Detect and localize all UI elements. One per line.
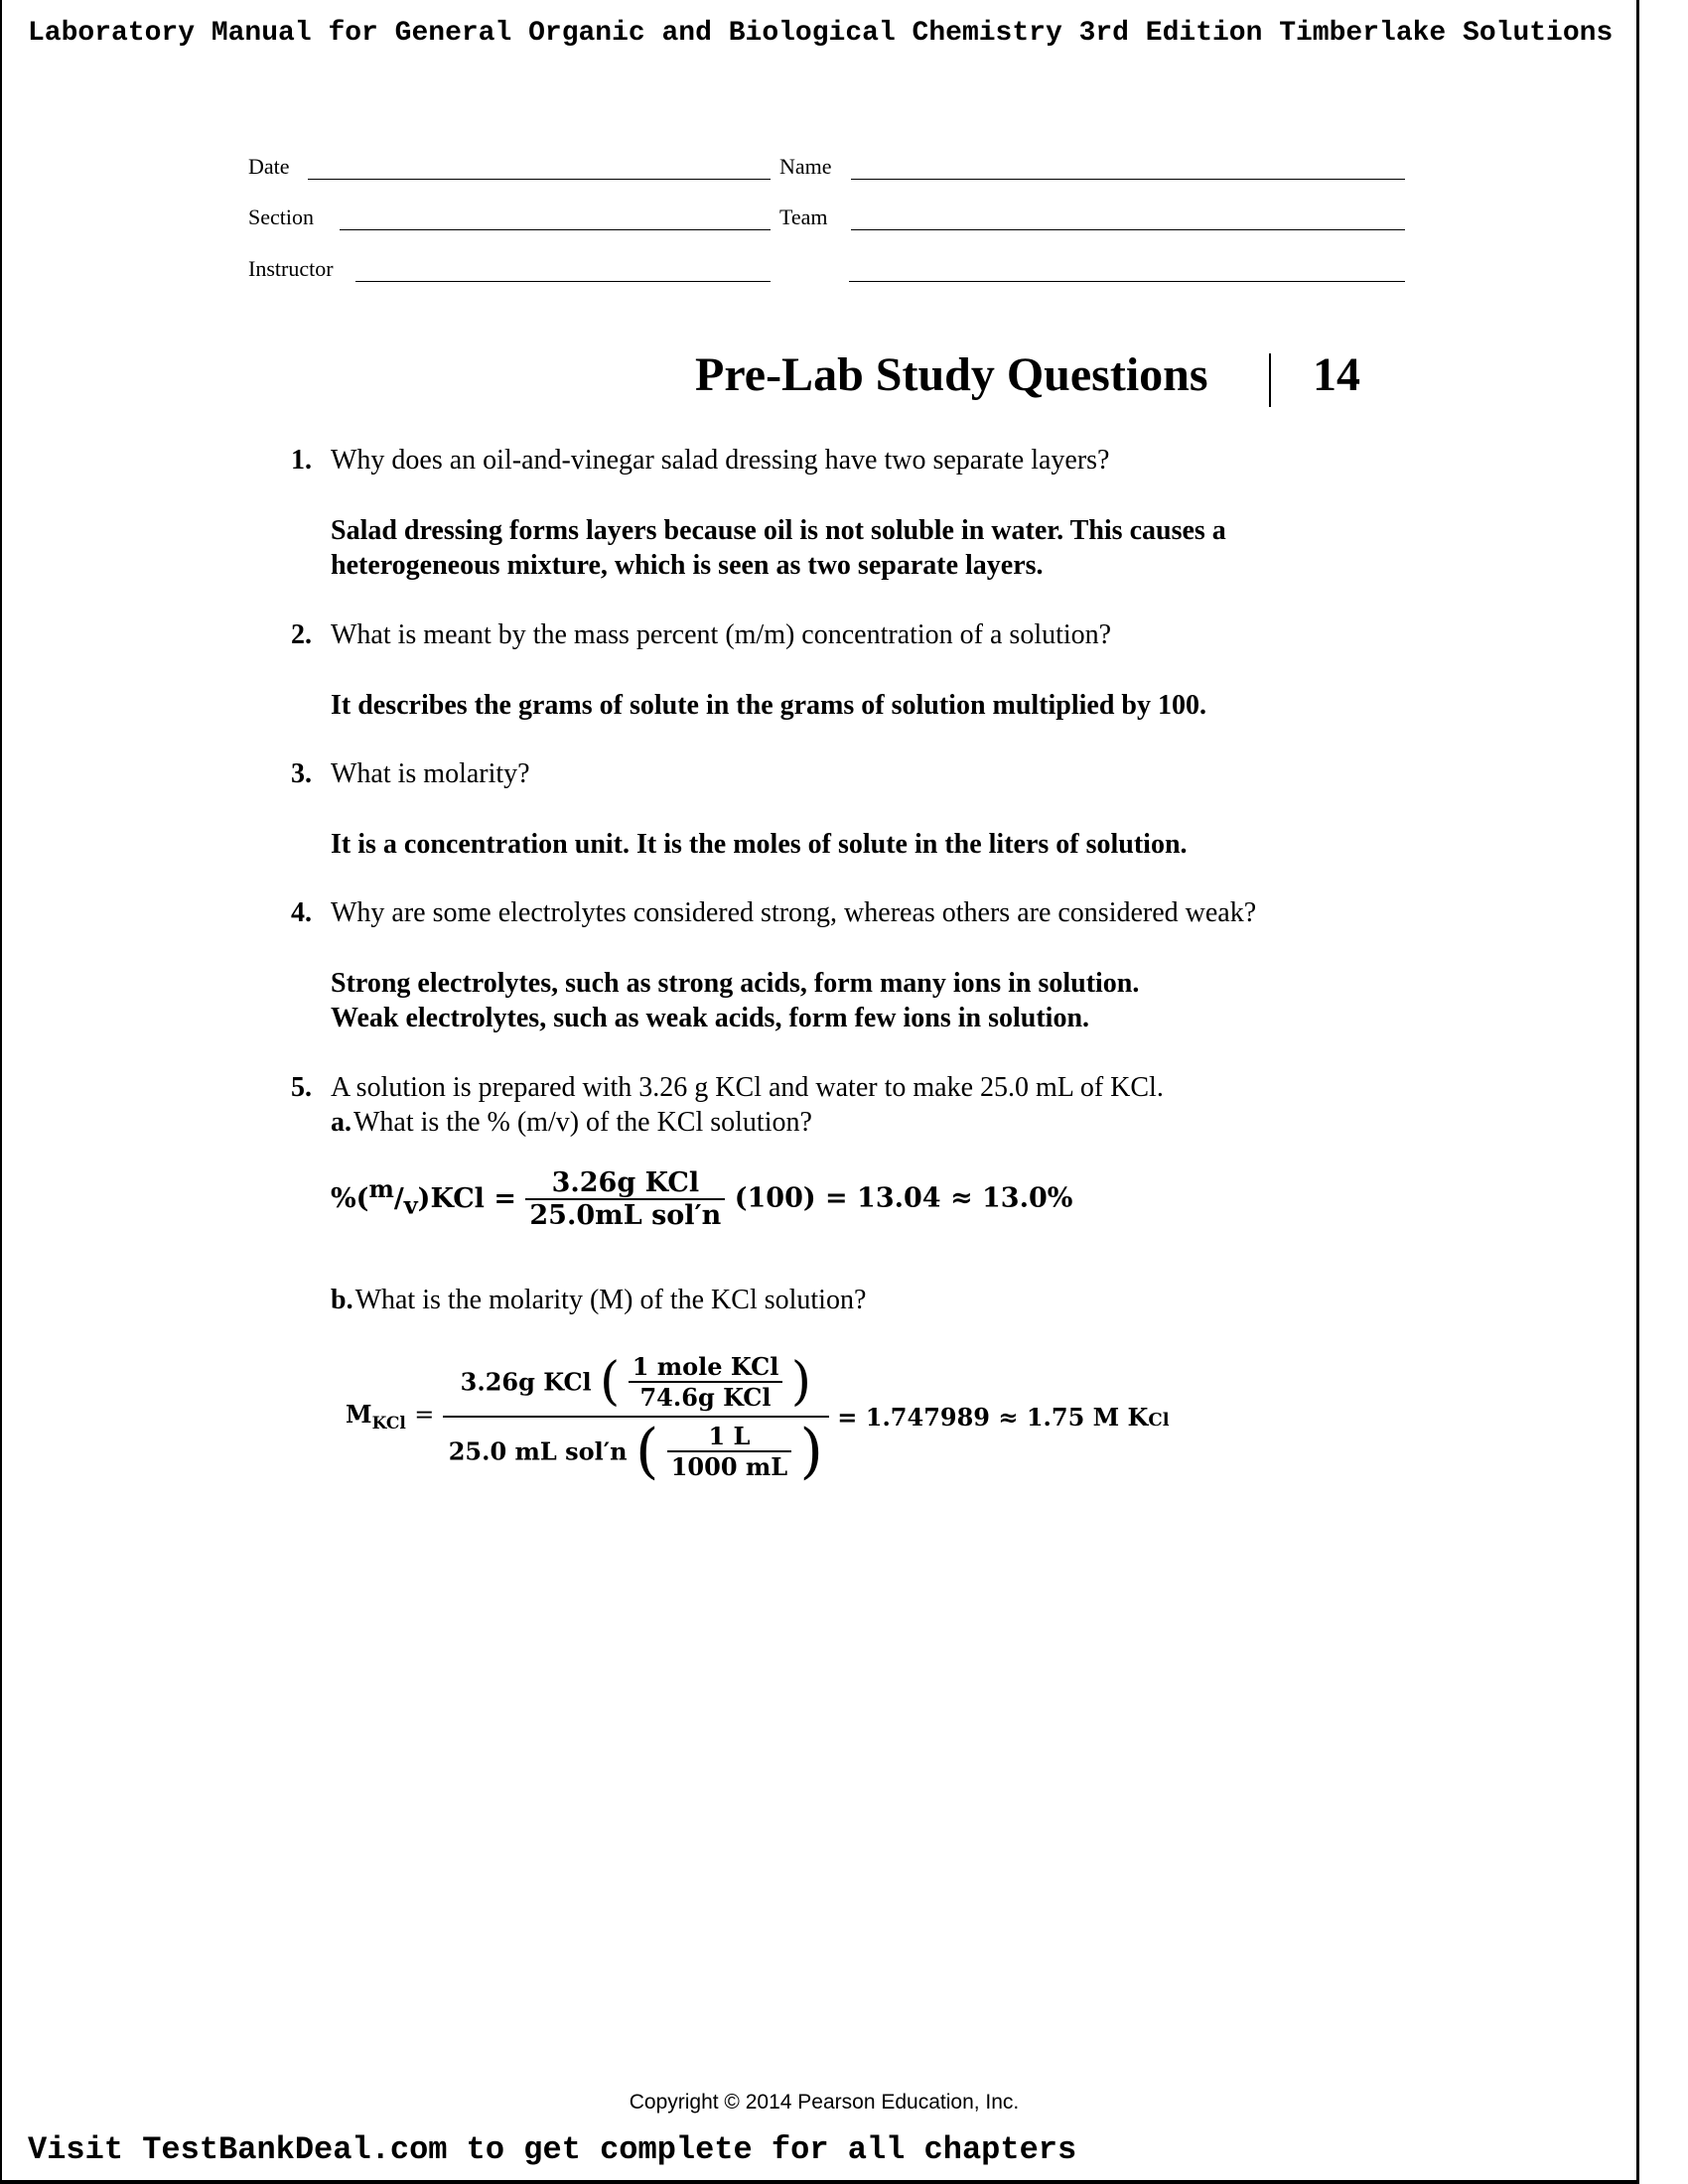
name-field[interactable] [779, 154, 1405, 184]
question-text: Why does an oil-and-vinegar salad dressing have two separate layers? [331, 445, 1110, 476]
eq-a-fraction [525, 1167, 725, 1231]
eq-b-main-fraction [443, 1352, 829, 1486]
equation-percent-mv [331, 1167, 1072, 1231]
part-letter: b. [331, 1285, 353, 1315]
page-border-right [1636, 0, 1639, 2184]
page-heading [695, 347, 1360, 407]
instructor-label: Instructor [248, 256, 334, 281]
question-number: 4. [291, 897, 312, 928]
question-text: Why are some electrolytes considered strong, whereas others are considered weak? [331, 897, 1257, 928]
chapter-number: 14 [1313, 348, 1360, 401]
question-text: A solution is prepared with 3.26 g KCl and water to make 25.0 mL of KCl. [331, 1072, 1164, 1103]
question-number: 2. [291, 619, 312, 650]
team-line[interactable] [851, 229, 1405, 230]
answer-4-line-2: Weak electrolytes, such as weak acids, form few ions in solution. [331, 1003, 1090, 1033]
question-2 [291, 617, 1111, 653]
eq-b-den-conversion: $\frac{1 L}{1000 mL}$ [667, 1422, 791, 1481]
date-line[interactable] [308, 179, 771, 180]
question-number: 1. [291, 445, 312, 476]
eq-a-result: (100) = 13.04 ≈ 13.0% [734, 1182, 1073, 1214]
question-5b [331, 1283, 866, 1318]
question-text: What is molarity? [331, 758, 530, 789]
question-number: 3. [291, 758, 312, 789]
eq-b-denominator: 25.0 mL sol′n ( $\frac{1 L}{1000 mL}$ ) [448, 1417, 823, 1486]
eq-b-num-conversion: $\frac{\text{1 mole KCl}}{\text{74.6g KCl}}$ [629, 1352, 783, 1412]
eq-b-lhs: $M_{KCl}$ = [346, 1400, 435, 1433]
question-text: What is meant by the mass percent (m/m) concentration of a solution? [331, 619, 1112, 650]
page-border-bottom [0, 2180, 1638, 2184]
heading-title: Pre-Lab Study Questions [695, 348, 1208, 401]
eq-a-denominator: 25.0mL sol′n [529, 1200, 722, 1231]
question-3 [291, 756, 530, 792]
copyright-notice: Copyright © 2014 Pearson Education, Inc. [629, 2091, 1020, 2114]
equation-molarity [346, 1352, 1170, 1486]
section-label: Section [248, 205, 314, 229]
eq-b-result: = 1.747989 ≈ 1.75 M KCl [837, 1402, 1170, 1432]
section-line[interactable] [340, 229, 771, 230]
answer-4-line-1: Strong electrolytes, such as strong acids, form many ions in solution. [331, 968, 1140, 999]
question-5a [331, 1105, 812, 1141]
instructor-field[interactable] [248, 256, 771, 286]
heading-separator [1269, 353, 1271, 407]
question-number: 5. [291, 1072, 312, 1103]
name-line[interactable] [851, 179, 1405, 180]
question-1 [291, 443, 1109, 478]
section-field[interactable] [248, 205, 771, 234]
footer-banner: Visit TestBankDeal.com to get complete for all chapters [28, 2131, 1077, 2168]
question-4 [291, 895, 1256, 931]
header-banner: Laboratory Manual for General Organic and Biological Chemistry 3rd Edition Timberlake Solutions [28, 18, 1614, 49]
part-letter: a. [331, 1107, 352, 1138]
date-field[interactable] [248, 154, 771, 184]
answer-1-line-2: heterogeneous mixture, which is seen as two separate layers. [331, 550, 1044, 581]
answer-2-line-1: It describes the grams of solute in the grams of solution multiplied by 100. [331, 690, 1206, 721]
eq-a-lhs: $\%(^m/_v)KCl$ = [331, 1173, 516, 1219]
team-field[interactable] [779, 205, 1405, 234]
date-label: Date [248, 154, 290, 179]
instructor-line[interactable] [355, 281, 771, 282]
page-border-left [0, 0, 2, 2184]
name-label: Name [779, 154, 832, 179]
extra-field[interactable] [849, 256, 1405, 286]
answer-1-line-1: Salad dressing forms layers because oil is not soluble in water. This causes a [331, 515, 1226, 546]
extra-line[interactable] [849, 281, 1405, 282]
eq-a-numerator: 3.26g KCl [525, 1167, 725, 1200]
part-text: What is the % (m/v) of the KCl solution? [353, 1107, 812, 1138]
part-text: What is the molarity (M) of the KCl solution? [354, 1285, 867, 1315]
team-label: Team [779, 205, 828, 229]
eq-b-numerator: 3.26g KCl ( $\frac{\text{1 mole KCl}}{\text{74.6g KCl}}$ ) [443, 1352, 829, 1418]
answer-3-line-1: It is a concentration unit. It is the moles of solute in the liters of solution. [331, 829, 1188, 860]
question-5 [291, 1070, 1164, 1106]
